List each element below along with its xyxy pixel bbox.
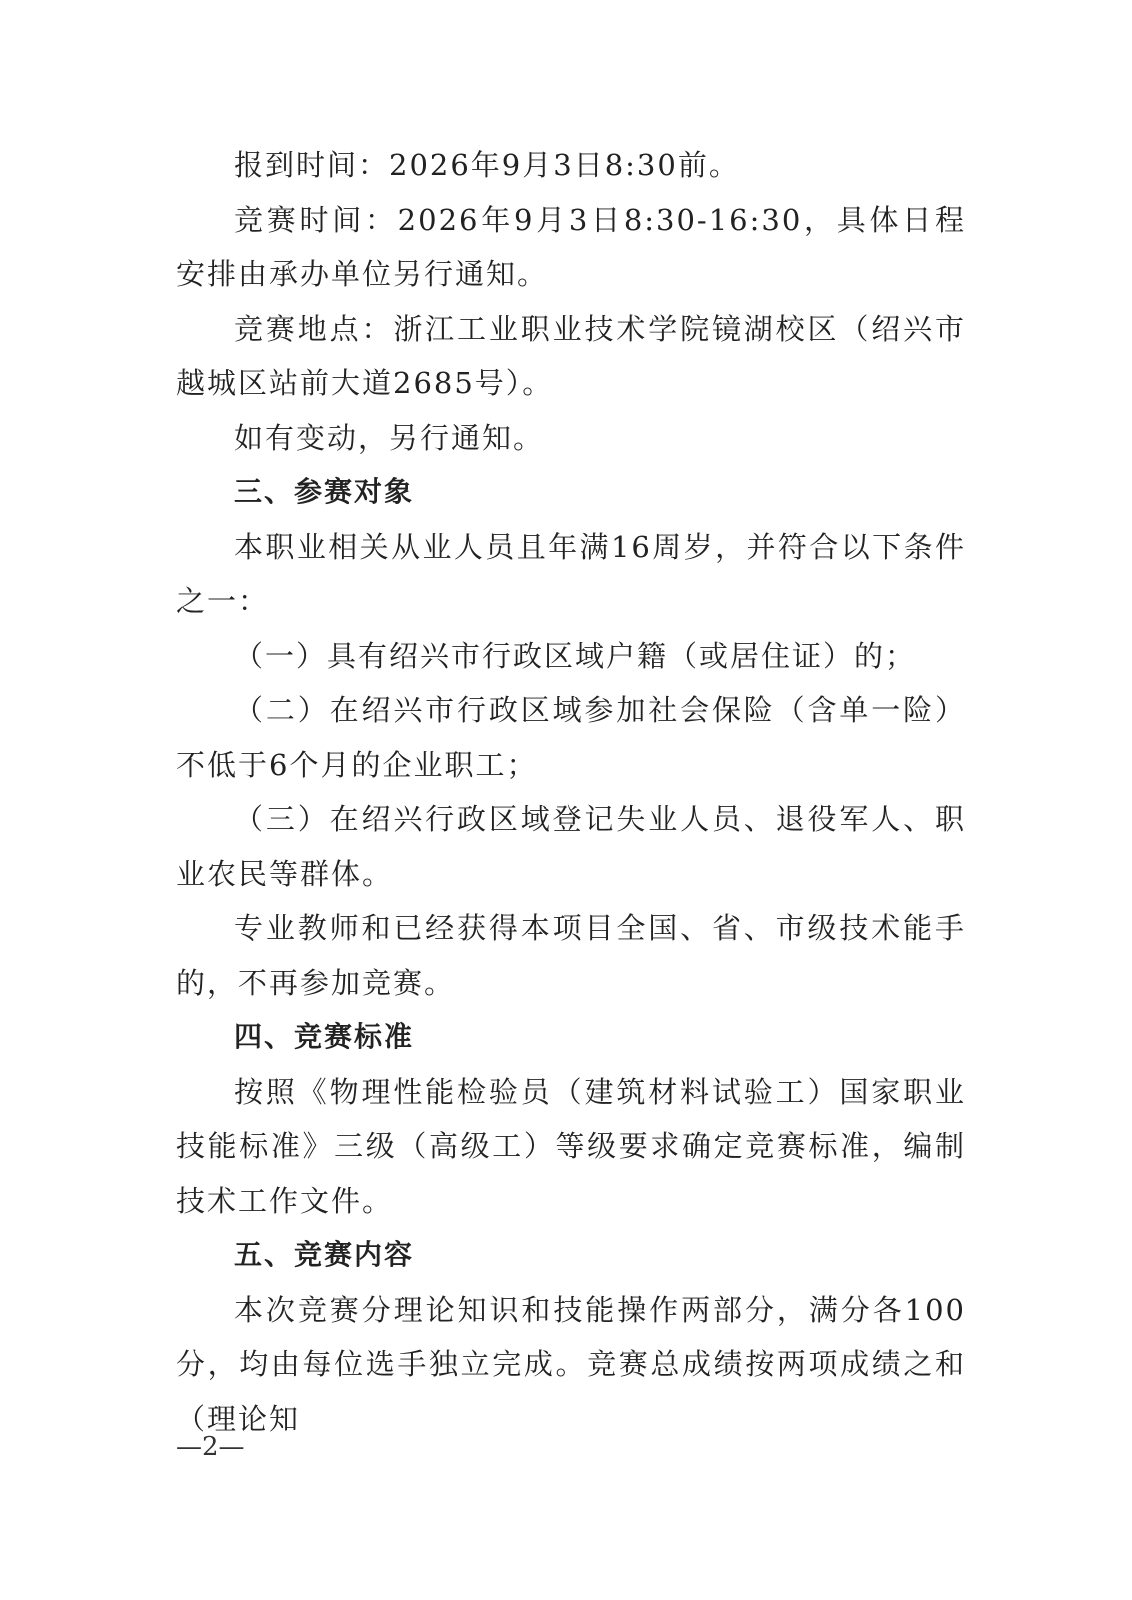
competition-time-paragraph: 竞赛时间：2026年9月3日8:30-16:30，具体日程安排由承办单位另行通知。 <box>176 202 966 291</box>
condition-3-paragraph: （三）在绍兴行政区域登记失业人员、退役军人、职业农民等群体。 <box>176 802 966 891</box>
exclusion-paragraph: 专业教师和已经获得本项目全国、省、市级技术能手的，不再参加竞赛。 <box>176 911 966 1000</box>
competition-venue-paragraph: 竞赛地点：浙江工业职业技术学院镜湖校区（绍兴市越城区站前大道2685号）。 <box>176 311 966 400</box>
section-heading-content: 五、竞赛内容 <box>234 1238 415 1271</box>
content-paragraph: 本次竞赛分理论知识和技能操作两部分，满分各100分，均由每位选手独立完成。竞赛总成绩按两项成绩之和（理论知 <box>176 1292 966 1436</box>
section-heading-standard: 四、竞赛标准 <box>234 1020 415 1053</box>
condition-1-paragraph: （一）具有绍兴市行政区域户籍（或居住证）的； <box>234 638 917 673</box>
report-time-paragraph: 报到时间：2026年9月3日8:30前。 <box>234 148 740 182</box>
document-body <box>176 138 966 1446</box>
change-notice-paragraph: 如有变动，另行通知。 <box>234 420 545 455</box>
standard-paragraph: 按照《物理性能检验员（建筑材料试验工）国家职业技能标准》三级（高级工）等级要求确定竞赛标准，编制技术工作文件。 <box>176 1074 966 1218</box>
condition-2-paragraph: （二）在绍兴市行政区域参加社会保险（含单一险）不低于6个月的企业职工； <box>176 693 966 782</box>
section-heading-participants: 三、参赛对象 <box>234 475 415 508</box>
page-number: —2— <box>176 1432 245 1462</box>
eligibility-paragraph: 本职业相关从业人员且年满16周岁，并符合以下条件之一： <box>176 529 966 618</box>
